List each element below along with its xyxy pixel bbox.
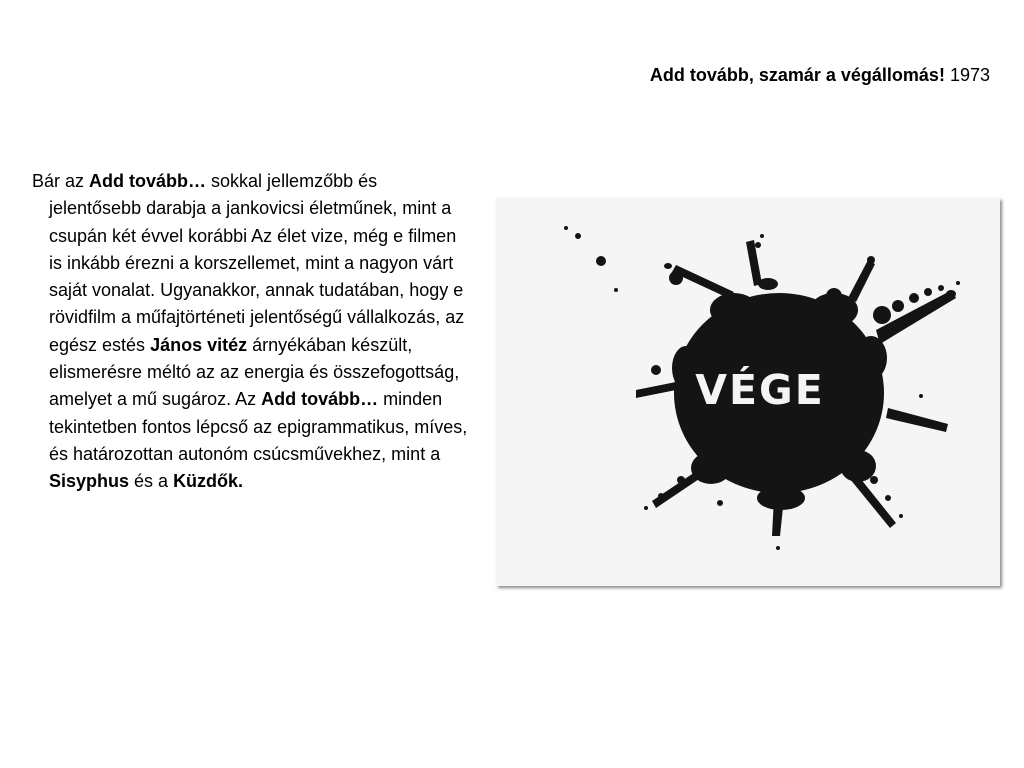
body-bold-5: Küzdők. [173, 471, 244, 492]
body-bold-1: Add tovább… [89, 171, 207, 191]
slide-title-bold: Add tovább, szamár a végállomás! [649, 65, 945, 85]
body-text-5: és a [129, 471, 174, 492]
body-bold-4: Sisyphus [49, 471, 130, 492]
film-still-image [496, 198, 1000, 586]
slide-title [650, 64, 990, 86]
body-text-4: minden tekintetben fontos lépcső az epigrammatikus, míves, és határozottan autonóm csúcsművekhez, mint a [49, 389, 468, 464]
body-text-1: Bár az [32, 171, 90, 191]
body-bold-3: Add tovább… [261, 389, 379, 410]
body-text-3: árnyékában készült, elismerésre méltó az az energia és összefogottság, amelyet a mű sugároz. Az [49, 334, 460, 410]
body-text-2: sokkal jellemzőbb és jelentősebb darabja a jankovicsi életműnek, mint a csupán két évvel korábbi Az élet vize, még e filmen is inkább érezni a korszellemet, mint a nagyon várt saját vonalat. Ugyanakkor, annak tudatában, hogy e rövidfilm a műfajtörténeti jelentőségű vállalkozás, az egész estés [49, 171, 465, 355]
body-paragraph [32, 168, 469, 496]
vege-caption: VÉGE [695, 366, 825, 414]
body-bold-2: János vitéz [150, 334, 248, 355]
slide-title-year: 1973 [949, 65, 990, 85]
